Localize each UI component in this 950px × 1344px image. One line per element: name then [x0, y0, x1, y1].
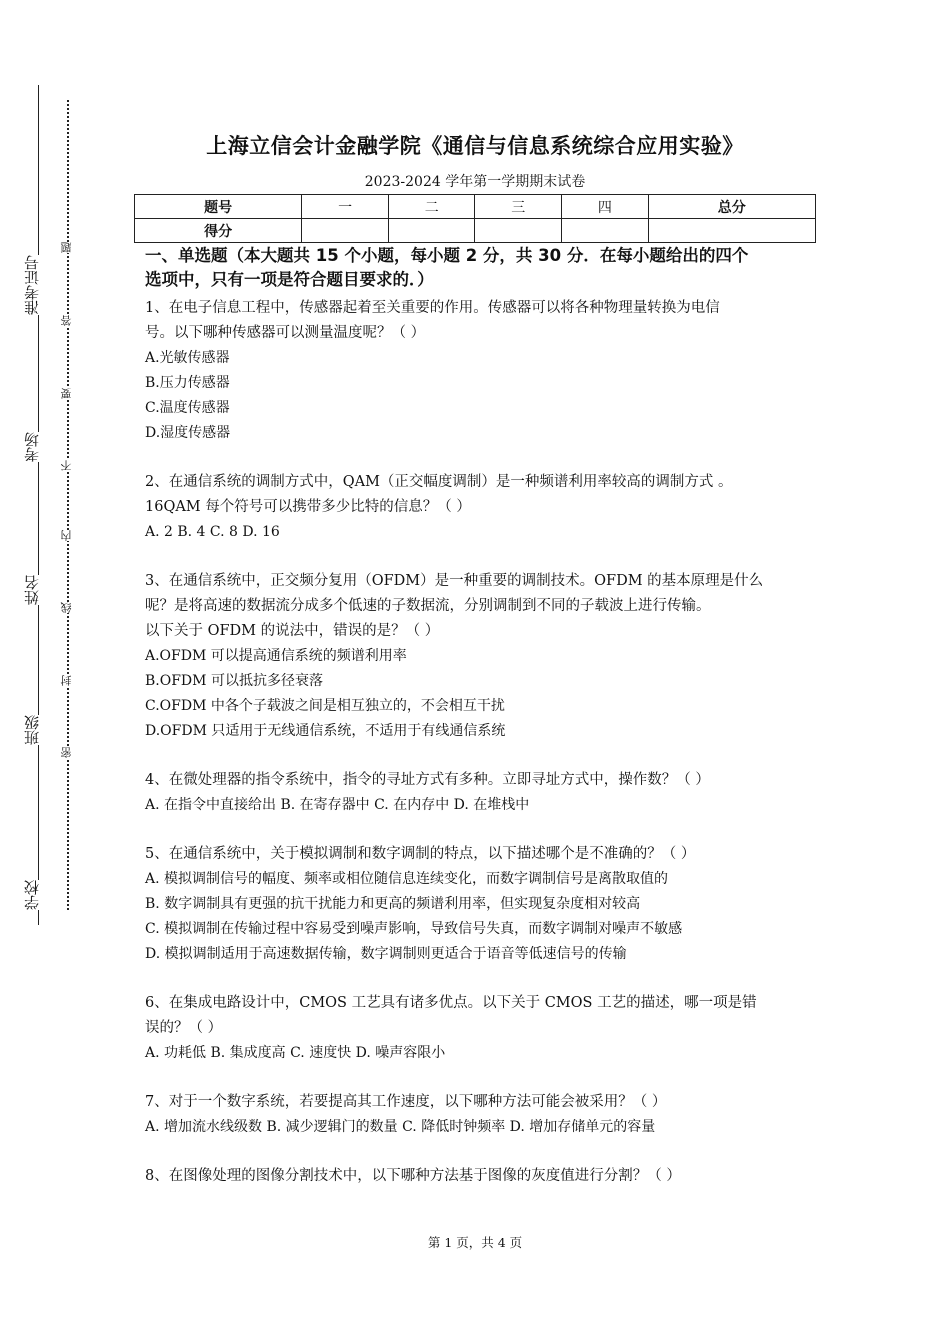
question-stem: 误的？（ ）: [145, 1020, 223, 1036]
exam-id-label: 准考证号: [22, 255, 44, 315]
question-stem: 1、在电子信息工程中，传感器起着至关重要的作用。传感器可以将各种物理量转换为电信: [145, 300, 720, 316]
seal-char: 题: [60, 242, 76, 253]
question-4: [145, 768, 813, 818]
option-a: A.OFDM 可以提高通信系统的频谱利用率: [145, 648, 407, 664]
score-input-cell[interactable]: [648, 219, 815, 243]
score-table: [134, 194, 816, 243]
seal-char: 要: [60, 388, 76, 399]
question-stem: 3、在通信系统中，正交频分复用（OFDM）是一种重要的调制技术。OFDM 的基本原理是什么: [145, 573, 764, 589]
option-c: C. 模拟调制在传输过程中容易受到噪声影响，导致信号失真，而数字调制对噪声不敏感: [145, 921, 683, 937]
seal-char: 不: [60, 460, 76, 471]
score-cell: 总分: [648, 195, 815, 219]
score-input-cell[interactable]: [388, 219, 475, 243]
score-input-cell[interactable]: [302, 219, 389, 243]
options-line: A. 功耗低 B. 集成度高 C. 速度快 D. 噪声容限小: [145, 1045, 446, 1061]
exam-title: 上海立信会计金融学院《通信与信息系统综合应用实验》: [206, 134, 744, 158]
question-stem: 16QAM 每个符号可以携带多少比特的信息？（ ）: [145, 499, 471, 515]
page-footer: 第 1 页，共 4 页: [427, 1235, 523, 1250]
score-cell: 得分: [135, 219, 302, 243]
options-line: A. 2 B. 4 C. 8 D. 16: [145, 524, 280, 540]
score-cell: 三: [475, 195, 562, 219]
score-table-score-row: [135, 219, 816, 243]
question-8: [145, 1164, 813, 1189]
question-stem: 5、在通信系统中，关于模拟调制和数字调制的特点，以下描述哪个是不准确的？（ ）: [145, 846, 696, 862]
question-stem: 6、在集成电路设计中，CMOS 工艺具有诸多优点。以下关于 CMOS 工艺的描述，哪一项是错: [145, 995, 757, 1011]
score-input-cell[interactable]: [562, 219, 649, 243]
question-stem: 4、在微处理器的指令系统中，指令的寻址方式有多种。立即寻址方式中，操作数？（ ）: [145, 772, 710, 788]
section-heading: 一、单选题（本大题共 15 个小题，每小题 2 分，共 30 分．在每小题给出的四个 选项中，只有一项是符合题目要求的．）: [145, 246, 749, 289]
option-a: A.光敏传感器: [145, 350, 230, 366]
seal-char: 线: [60, 602, 76, 613]
score-cell: 四: [562, 195, 649, 219]
seal-dotted-line: [67, 100, 69, 910]
score-cell: 二: [388, 195, 475, 219]
options-line: A. 在指令中直接给出 B. 在寄存器中 C. 在内存中 D. 在堆栈中: [145, 797, 530, 813]
option-c: C.OFDM 中各个子载波之间是相互独立的，不会相互干扰: [145, 698, 505, 714]
question-1: [145, 296, 813, 446]
option-b: B.OFDM 可以抵抗多径衰落: [145, 673, 323, 689]
binding-line: [38, 85, 39, 925]
options-line: A. 增加流水线级数 B. 减少逻辑门的数量 C. 降低时钟频率 D. 增加存储单元的容量: [145, 1119, 656, 1135]
option-b: B. 数字调制具有更强的抗干扰能力和更高的频谱利用率，但实现复杂度相对较高: [145, 896, 641, 912]
option-d: D.湿度传感器: [145, 425, 231, 441]
exam-room-label: 考场: [22, 432, 44, 462]
option-a: A. 模拟调制信号的幅度、频率或相位随信息连续变化，而数字调制信号是离散取值的: [145, 871, 669, 887]
question-stem: 以下关于 OFDM 的说法中，错误的是？（ ）: [145, 623, 440, 639]
seal-char: 密: [60, 747, 76, 758]
question-7: [145, 1090, 813, 1140]
score-table-header-row: [135, 195, 816, 219]
score-input-cell[interactable]: [475, 219, 562, 243]
question-3: [145, 569, 813, 744]
seal-char: 封: [60, 675, 76, 686]
exam-subtitle: 2023-2024 学年第一学期期末试卷: [364, 174, 586, 190]
question-2: [145, 470, 813, 545]
exam-content: [145, 244, 813, 1189]
seal-char: 内: [60, 530, 76, 541]
score-cell: 一: [302, 195, 389, 219]
question-stem: 2、在通信系统的调制方式中，QAM（正交幅度调制）是一种频谱利用率较高的调制方式 。: [145, 474, 733, 490]
seal-char: 答: [60, 315, 76, 326]
question-stem: 号。以下哪种传感器可以测量温度呢？（ ）: [145, 325, 426, 341]
name-label: 姓名: [22, 575, 44, 605]
score-cell: 题号: [135, 195, 302, 219]
option-b: B.压力传感器: [145, 375, 230, 391]
question-6: [145, 991, 813, 1066]
question-stem: 8、在图像处理的图像分割技术中，以下哪种方法基于图像的灰度值进行分割？（ ）: [145, 1168, 681, 1184]
option-c: C.温度传感器: [145, 400, 230, 416]
school-label: 学校: [22, 880, 44, 910]
class-label: 班级: [22, 715, 44, 745]
question-stem: 呢？是将高速的数据流分成多个低速的子数据流，分别调制到不同的子载波上进行传输。: [145, 598, 711, 614]
option-d: D.OFDM 只适用于无线通信系统，不适用于有线通信系统: [145, 723, 506, 739]
question-stem: 7、对于一个数字系统，若要提高其工作速度，以下哪种方法可能会被采用？（ ）: [145, 1094, 667, 1110]
question-5: [145, 842, 813, 967]
option-d: D. 模拟调制适用于高速数据传输，数字调制则更适合于语音等低速信号的传输: [145, 946, 627, 962]
